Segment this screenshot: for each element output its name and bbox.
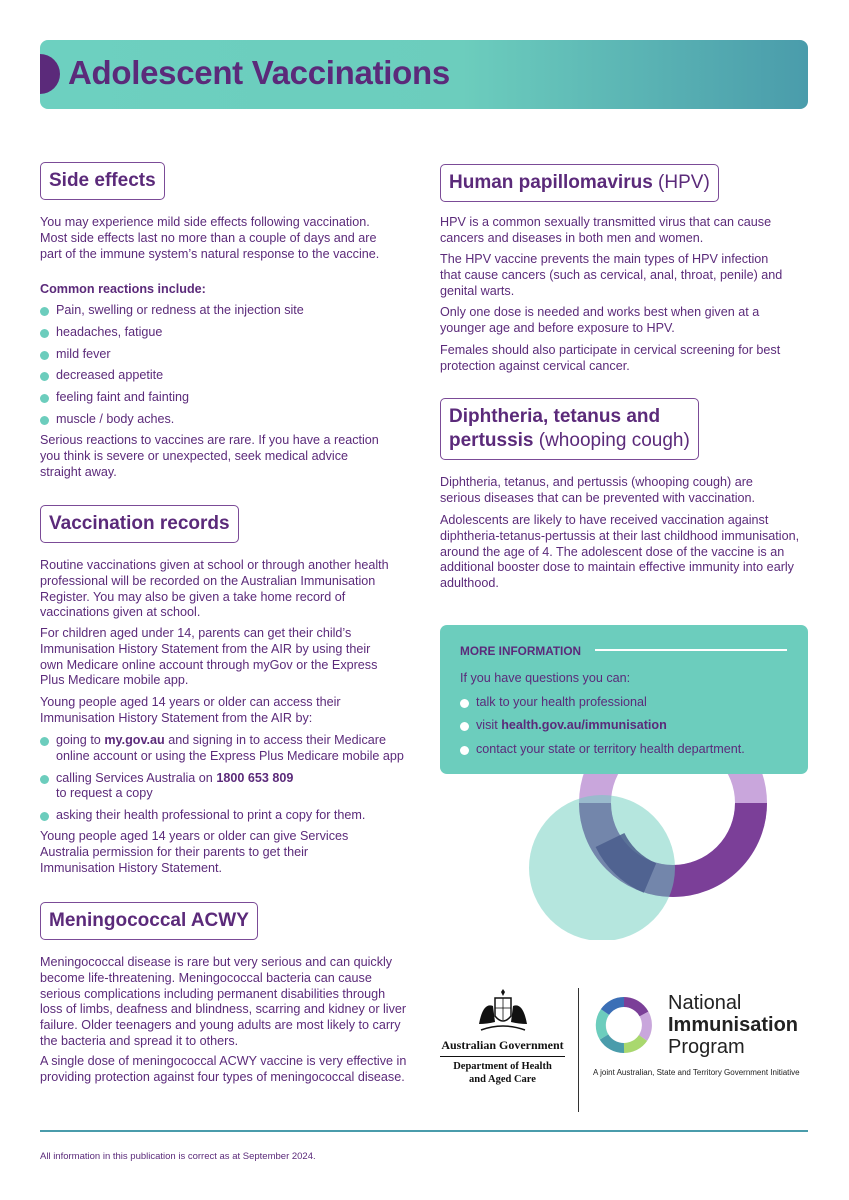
- hpv-heading-text: Human papillomavirus: [449, 172, 653, 193]
- bullet-dot: [40, 351, 49, 360]
- nip-title: [668, 992, 798, 1058]
- meningococcal-heading: [40, 902, 258, 940]
- title-banner: [40, 40, 808, 109]
- list-item-text: to request a copy: [56, 786, 153, 801]
- banner-accent-tab: [40, 54, 60, 94]
- footer-note: All information in this publication is correct as at September 2024.: [40, 1151, 316, 1162]
- hpv-paragraph-4: Females should also participate in cervical screening for best protection against cervical cancer.: [440, 343, 781, 373]
- heading-divider: [595, 649, 787, 651]
- decorative-circles: [520, 760, 780, 940]
- list-item-text: asking their health professional to print a copy for them.: [56, 808, 366, 823]
- mygov-link[interactable]: my.gov.au: [104, 733, 165, 747]
- list-item: [460, 718, 745, 734]
- records-paragraph-2: For children aged under 14, parents can get their child’s Immunisation History Statement from the AIR by using their own Medicare online account through myGov or the Express Plus Medicare mobile app.: [40, 626, 378, 688]
- side-effects-intro: You may experience mild side effects following vaccination. Most side effects last no more than a couple of days and are part of the immune system’s natural response to the vaccine.: [40, 215, 380, 261]
- reactions-list: [40, 303, 400, 434]
- dtp-heading-line1: Diphtheria, tetanus and: [449, 406, 661, 427]
- list-item-text: going to: [56, 733, 105, 747]
- meningococcal-paragraph-2: A single dose of meningococcal ACWY vaccine is very effective in providing protection against four types of meningococcal disease.: [40, 1054, 407, 1084]
- common-reactions-label: Common reactions include:: [40, 282, 206, 296]
- department-name: [440, 1060, 565, 1086]
- list-item-text: contact your state or territory health department.: [476, 741, 745, 756]
- bullet-dot: [40, 737, 49, 746]
- bullet-dot: [460, 746, 469, 755]
- bullet-dot: [40, 394, 49, 403]
- more-information-heading: MORE INFORMATION: [460, 644, 582, 658]
- hpv-heading: [440, 164, 719, 202]
- side-effects-heading-text: Side effects: [49, 170, 156, 191]
- meningococcal-heading-text: Meningococcal ACWY: [49, 910, 249, 931]
- hpv-paragraph-3: Only one dose is needed and works best when given at a younger age and before exposure to HPV.: [440, 305, 760, 335]
- hpv-paragraph-2: The HPV vaccine prevents the main types of HPV infection that cause cancers (such as cervical, anal, throat, penile) and genital warts.: [440, 252, 783, 298]
- more-information-intro: If you have questions you can:: [460, 671, 631, 685]
- list-item-text: and signing in to access their Medicare online account or using the Express Plus Medicare mobile app: [56, 733, 404, 763]
- serious-reactions-text: Serious reactions to vaccines are rare. If you have a reaction you think is severe or unexpected, seek medical advice straight away.: [40, 433, 379, 479]
- list-item: [40, 303, 400, 319]
- coat-of-arms-icon: [473, 988, 533, 1036]
- dtp-paragraph-1: Diphtheria, tetanus, and pertussis (whooping cough) are serious diseases that can be prevented with vaccination.: [440, 475, 756, 505]
- dtp-heading-line2: pertussis: [449, 430, 534, 451]
- list-item: [40, 368, 400, 384]
- list-item: [40, 808, 415, 824]
- list-item: [460, 742, 745, 758]
- list-item: [40, 412, 400, 428]
- records-paragraph-4: Young people aged 14 years or older can give Services Australia permission for their parents to get their Immunisation History Statement.: [40, 829, 349, 875]
- dtp-heading: [440, 398, 699, 460]
- records-list: [40, 733, 415, 830]
- nip-subtitle: A joint Australian, State and Territory Government Initiative: [593, 1068, 800, 1077]
- list-item-text: mild fever: [56, 346, 111, 361]
- bullet-dot: [40, 372, 49, 381]
- department-line-2: and Aged Care: [469, 1074, 536, 1085]
- more-information-panel: [440, 625, 808, 774]
- list-item: [40, 771, 415, 803]
- gov-name: Australian Government: [441, 1038, 564, 1052]
- hpv-paragraph-1: HPV is a common sexually transmitted virus that can cause cancers and diseases in both men and women.: [440, 215, 772, 245]
- list-item-text: muscle / body aches.: [56, 411, 175, 426]
- list-item-text: feeling faint and fainting: [56, 390, 190, 405]
- footer-divider: [40, 1130, 808, 1132]
- list-item-text: visit: [476, 718, 502, 733]
- nip-ring-icon: [594, 995, 654, 1055]
- bullet-dot: [40, 416, 49, 425]
- meningococcal-paragraph-1: Meningococcal disease is rare but very serious and can quickly become life-threatening. Meningococcal bacteria can cause serious complications including permanent disabilities through loss of limbs, deafness and blindness, scarring and kidney or liver failure. Older teenagers and young adults are most likely to carry the bacteria and spread it to others.: [40, 955, 407, 1048]
- bullet-dot: [40, 329, 49, 338]
- bullet-dot: [40, 775, 49, 784]
- side-effects-heading: [40, 162, 165, 200]
- more-information-list: [460, 695, 745, 765]
- phone-number: 1800 653 809: [216, 770, 294, 785]
- gov-divider: [440, 1056, 565, 1057]
- records-paragraph-1: Routine vaccinations given at school or through another health professional will be recorded on the Australian Immunisation Register. You may also be given a take home record of vaccinations given at school.: [40, 558, 389, 620]
- records-paragraph-3: Young people aged 14 years or older can access their Immunisation History Statement from the AIR by:: [40, 695, 341, 725]
- list-item: [40, 347, 400, 363]
- logo-divider: [578, 988, 579, 1112]
- nip-line-1: National: [668, 992, 742, 1014]
- bullet-dot: [460, 722, 469, 731]
- list-item: [40, 325, 400, 341]
- nip-line-3: Program: [668, 1036, 745, 1058]
- nip-line-2: Immunisation: [668, 1014, 799, 1036]
- health-gov-link[interactable]: health.gov.au/immunisation: [501, 718, 667, 733]
- bullet-dot: [40, 307, 49, 316]
- page-title: Adolescent Vaccinations: [68, 54, 450, 91]
- list-item-text: decreased appetite: [56, 368, 164, 383]
- vaccination-records-heading: [40, 505, 239, 543]
- dtp-heading-note: (whooping cough): [533, 430, 690, 451]
- department-line-1: Department of Health: [453, 1061, 552, 1072]
- list-item-text: calling Services Australia on: [56, 770, 217, 785]
- list-item-text: headaches, fatigue: [56, 324, 163, 339]
- list-item: [460, 695, 745, 711]
- list-item-text: Pain, swelling or redness at the injection site: [56, 303, 304, 317]
- australian-government-logo: [440, 988, 565, 1088]
- bullet-dot: [460, 699, 469, 708]
- list-item: [40, 733, 415, 765]
- vaccination-records-heading-text: Vaccination records: [49, 513, 230, 534]
- hpv-heading-abbr: (HPV): [652, 172, 710, 193]
- dtp-paragraph-2: Adolescents are likely to have received vaccination against diphtheria-tetanus-pertussis at their last childhood immunisation, around the age of 4. The adolescent dose of the vaccine is an additional booster dose to maintain effective immunity into early adulthood.: [440, 513, 800, 591]
- list-item-text: talk to your health professional: [476, 695, 647, 709]
- bullet-dot: [40, 812, 49, 821]
- list-item: [40, 390, 400, 406]
